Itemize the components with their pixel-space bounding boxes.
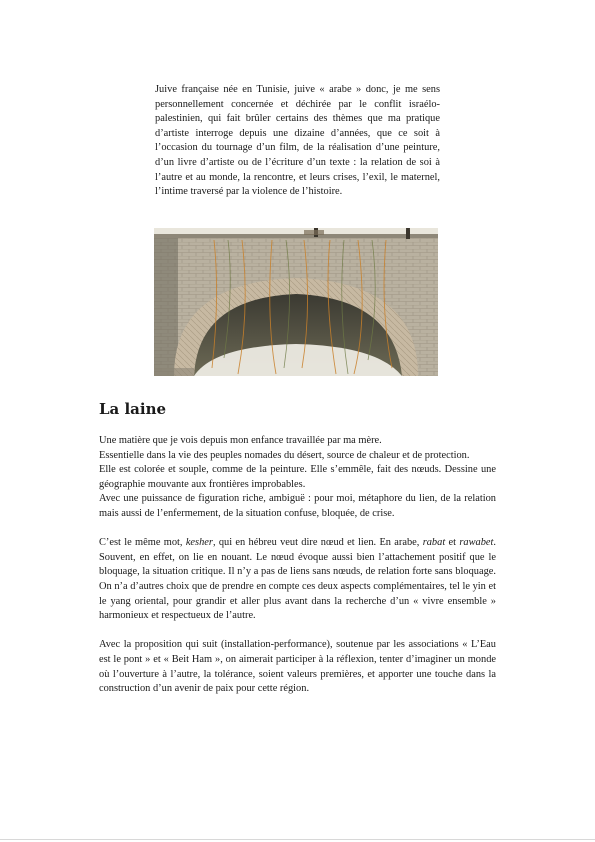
page-bottom-rule: [0, 839, 595, 840]
bridge-photo: [154, 228, 438, 376]
text-run: et: [445, 537, 460, 549]
text-run: . Souvent, en effet, on lie en nouant. Le nœud évoque aussi bien l’attachement positif que le bloquage, la situation critique. Il n’y a pas de liens sans nœuds, de relation forte sans bloquage. On n’a d’autres choix que de prendre en compte ces deux aspects complémentaires, tel le yin et le yang oriental, pour grandir et aller plus avant dans la recherche d’un « vivre ensemble » harmonieux et respectueux de l’autre.: [99, 537, 496, 622]
paragraph-proposition: Avec la proposition qui suit (installation-performance), soutenue par les associations « L’Eau est le pont » et « Beit Ham », on aimerait participer à la réflexion, tenter d’imaginer un monde où l’ouverture à l’autre, la tolérance, soient valeurs premières, et apporter une touche dans la construction d’un avenir de paix pour cette région.: [99, 639, 496, 695]
intro-paragraph: Juive française née en Tunisie, juive « arabe » donc, je me sens personnellement concernée et déchirée par le conflit israélo-palestinien, qui fait brûler certains des thèmes que ma pratique d’artiste interroge depuis une dizaine d’années, que ce soit à l’occasion du tournage d’un film, de la réalisation d’une peinture, d’un livre d’artiste ou de l’écriture d’un texte : la relation de soi à l’autre et au monde, la rencontre, et leurs crises, l’exil, le maternel, l’intime traversé par la violence de l’histoire.: [155, 84, 440, 198]
body-text: [99, 434, 496, 697]
paragraph-line: Une matière que je vois depuis mon enfance travaillée par ma mère.: [99, 435, 382, 446]
paragraph-line: Elle est colorée et souple, comme de la peinture. Elle s’emmêle, fait des nœuds. Dessine une géographie mouvante aux frontières improbables.: [99, 464, 496, 490]
italic-term-rabat: rabat: [422, 537, 446, 549]
italic-term-rawabet: rawabet: [459, 537, 494, 549]
bridge-photo-image: [154, 228, 438, 376]
italic-term-kesher: kesher: [185, 537, 213, 549]
text-run: , qui en hébreu veut dire nœud et lien. En arabe,: [212, 537, 423, 549]
text-run: C’est le même mot,: [99, 537, 186, 549]
section-heading: La laine: [99, 400, 167, 418]
paragraph-kesher: [99, 536, 496, 624]
paragraph-line: Avec une puissance de figuration riche, ambiguë : pour moi, métaphore du lien, de la relation mais aussi de l’enfermement, de la situation confuse, bloquée, de crise.: [99, 493, 496, 519]
paragraph-line: Essentielle dans la vie des peuples nomades du désert, source de chaleur et de protection.: [99, 449, 470, 461]
